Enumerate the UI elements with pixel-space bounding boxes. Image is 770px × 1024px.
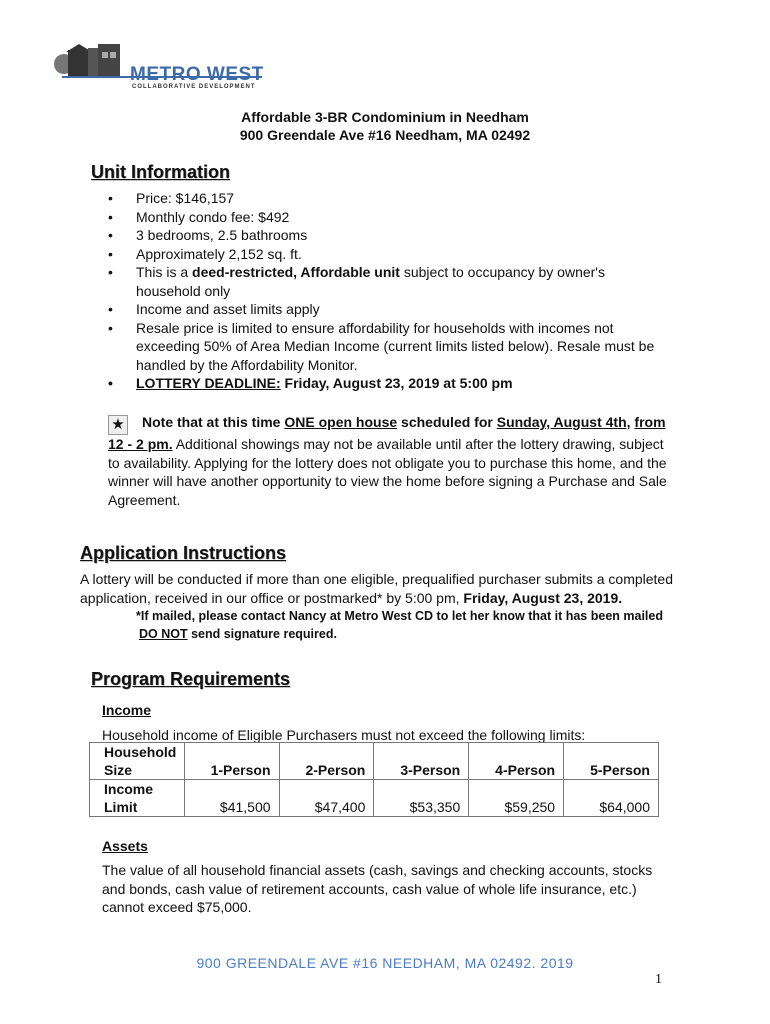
deed-item: • This is a deed-restricted, Affordable unit subject to occupancy by owner's household only (108, 263, 663, 300)
table-cell: 1-Person (184, 743, 279, 780)
application-title: Application Instructions (80, 543, 287, 563)
table-cell: Income Limit (90, 780, 185, 817)
income-text: Household income of Eligible Purchasers must not exceed the following limits: (102, 727, 586, 743)
unit-info-list (108, 189, 663, 393)
table-cell: $53,350 (374, 780, 469, 817)
table-cell: 3-Person (374, 743, 469, 780)
table-cell: Household Size (90, 743, 185, 780)
footer-address: 900 GREENDALE AVE #16 NEEDHAM, MA 02492. 2019 (196, 955, 574, 971)
rooms-item: • 3 bedrooms, 2.5 bathrooms (108, 226, 663, 245)
table-cell: 4-Person (469, 743, 564, 780)
income-limits-table (89, 742, 659, 817)
table-cell: 5-Person (564, 743, 659, 780)
signature-note: DO NOT send signature required. (139, 627, 337, 641)
logo-subtitle: COLLABORATIVE DEVELOPMENT (132, 84, 256, 90)
unit-info-title: Unit Information (91, 162, 230, 182)
table-cell: 2-Person (279, 743, 374, 780)
logo-name: METRO WEST (130, 64, 264, 85)
application-text: A lottery will be conducted if more than one eligible, prequalified purchaser submits a completed application, received in our office or postmarked* by 5:00 pm, Friday, August 23, 2019. (80, 571, 673, 606)
doc-title: Affordable 3-BR Condominium in Needham (241, 109, 529, 125)
table-cell: $64,000 (564, 780, 659, 817)
limits-item: • Income and asset limits apply (108, 300, 663, 319)
doc-address: 900 Greendale Ave #16 Needham, MA 02492 (239, 127, 531, 143)
table-cell: $59,250 (469, 780, 564, 817)
table-cell: $41,500 (184, 780, 279, 817)
price-item: • Price: $146,157 (108, 189, 663, 208)
lottery-item: • LOTTERY DEADLINE: Friday, August 23, 2019 at 5:00 pm (108, 374, 663, 393)
assets-text: The value of all household financial assets (cash, savings and checking accounts, stocks and bonds, cash value of retirement accounts, cash value of whole life insurance, etc.) cannot exceed $75,000. (102, 862, 653, 915)
assets-title: Assets (102, 838, 148, 854)
program-title: Program Requirements (91, 669, 291, 689)
table-row (90, 743, 659, 780)
mail-note: *If mailed, please contact Nancy at Metro West CD to let her know that it has been mailed (136, 609, 663, 623)
income-title: Income (102, 702, 152, 718)
resale-item: • Resale price is limited to ensure affordability for households with incomes not exceeding 50% of Area Median Income (current limits listed below). Resale must be handled by the Affordability Monitor. (108, 319, 663, 375)
table-cell: $47,400 (279, 780, 374, 817)
sqft-item: • Approximately 2,152 sq. ft. (108, 245, 663, 264)
open-house-note: ★ Note that at this time ONE open house scheduled for Sunday, August 4th, from 12 - 2 pm. Additional showings may not be available until after the lottery drawing, subject to availability. Applying for the lottery does not obligate you to purchase this home, and the winner will have another opportunity to view the home before signing a Purchase and Sale Agreement. (108, 414, 667, 508)
star-icon: ★ (108, 415, 128, 435)
table-row (90, 780, 659, 817)
page-number: 1 (655, 972, 662, 987)
condo-fee-item: • Monthly condo fee: $492 (108, 208, 663, 227)
